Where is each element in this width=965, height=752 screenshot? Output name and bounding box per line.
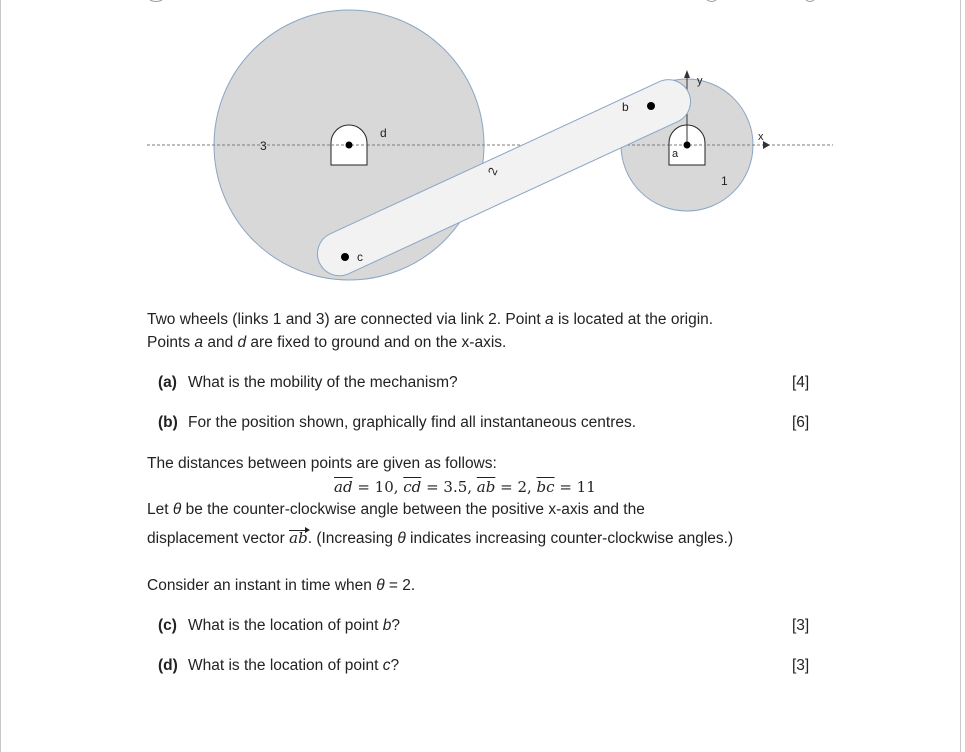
question-a-label: (a) (158, 374, 177, 391)
question-b-marks: [6] (792, 414, 810, 431)
label-point-b: b (622, 100, 629, 114)
question-a-text: What is the mobility of the mechanism? (188, 374, 458, 391)
top-artifact-left (150, 0, 162, 2)
question-c-label: (c) (158, 617, 177, 634)
point-b-dot (647, 102, 655, 110)
question-c-marks: [3] (792, 617, 810, 634)
mechanism-figure (0, 0, 965, 300)
label-link-2: 2 (485, 165, 501, 178)
label-link-3: 3 (260, 139, 267, 153)
theta-def-line-1: Let θ be the counter-clockwise angle between the positive x-axis and the (147, 501, 645, 518)
question-c-text: What is the location of point b? (188, 617, 400, 634)
label-point-d: d (380, 126, 387, 140)
point-a-dot (684, 142, 691, 149)
x-axis-arrow-icon (763, 141, 770, 149)
label-point-c: c (357, 250, 363, 264)
label-point-a: a (672, 148, 679, 160)
label-axis-x: x (758, 131, 764, 143)
question-d-text: What is the location of point c? (188, 657, 400, 674)
label-axis-y: y (697, 75, 703, 87)
question-b-label: (b) (158, 414, 178, 431)
question-d-marks: [3] (792, 657, 810, 674)
distances-intro: The distances between points are given as follows: (147, 455, 497, 472)
theta-def-line-2: displacement vector ab. (Increasing θ indicates increasing counter-clockwise angles.) (147, 529, 734, 547)
question-a-marks: [4] (792, 374, 810, 391)
y-axis-arrow-icon (684, 70, 690, 78)
intro-line-1: Two wheels (links 1 and 3) are connected via link 2. Point a is located at the origin. (147, 311, 714, 328)
distances-equation: $\overline{ad} = 10$, $\overline{cd} = 3.5$, $\overline{ab} = 2$, $\overline{bc} = 11$ (334, 478, 596, 496)
question-d-label: (d) (158, 657, 178, 674)
question-b-text: For the position shown, graphically find all instantaneous centres. (188, 414, 637, 431)
point-d-dot (346, 142, 353, 149)
instant-statement: Consider an instant in time when θ = 2. (147, 577, 416, 594)
point-c-dot (341, 253, 349, 261)
label-link-1: 1 (721, 174, 728, 188)
top-artifact-right (707, 0, 814, 2)
intro-line-2: Points a and d are fixed to ground and on the x-axis. (147, 334, 507, 351)
